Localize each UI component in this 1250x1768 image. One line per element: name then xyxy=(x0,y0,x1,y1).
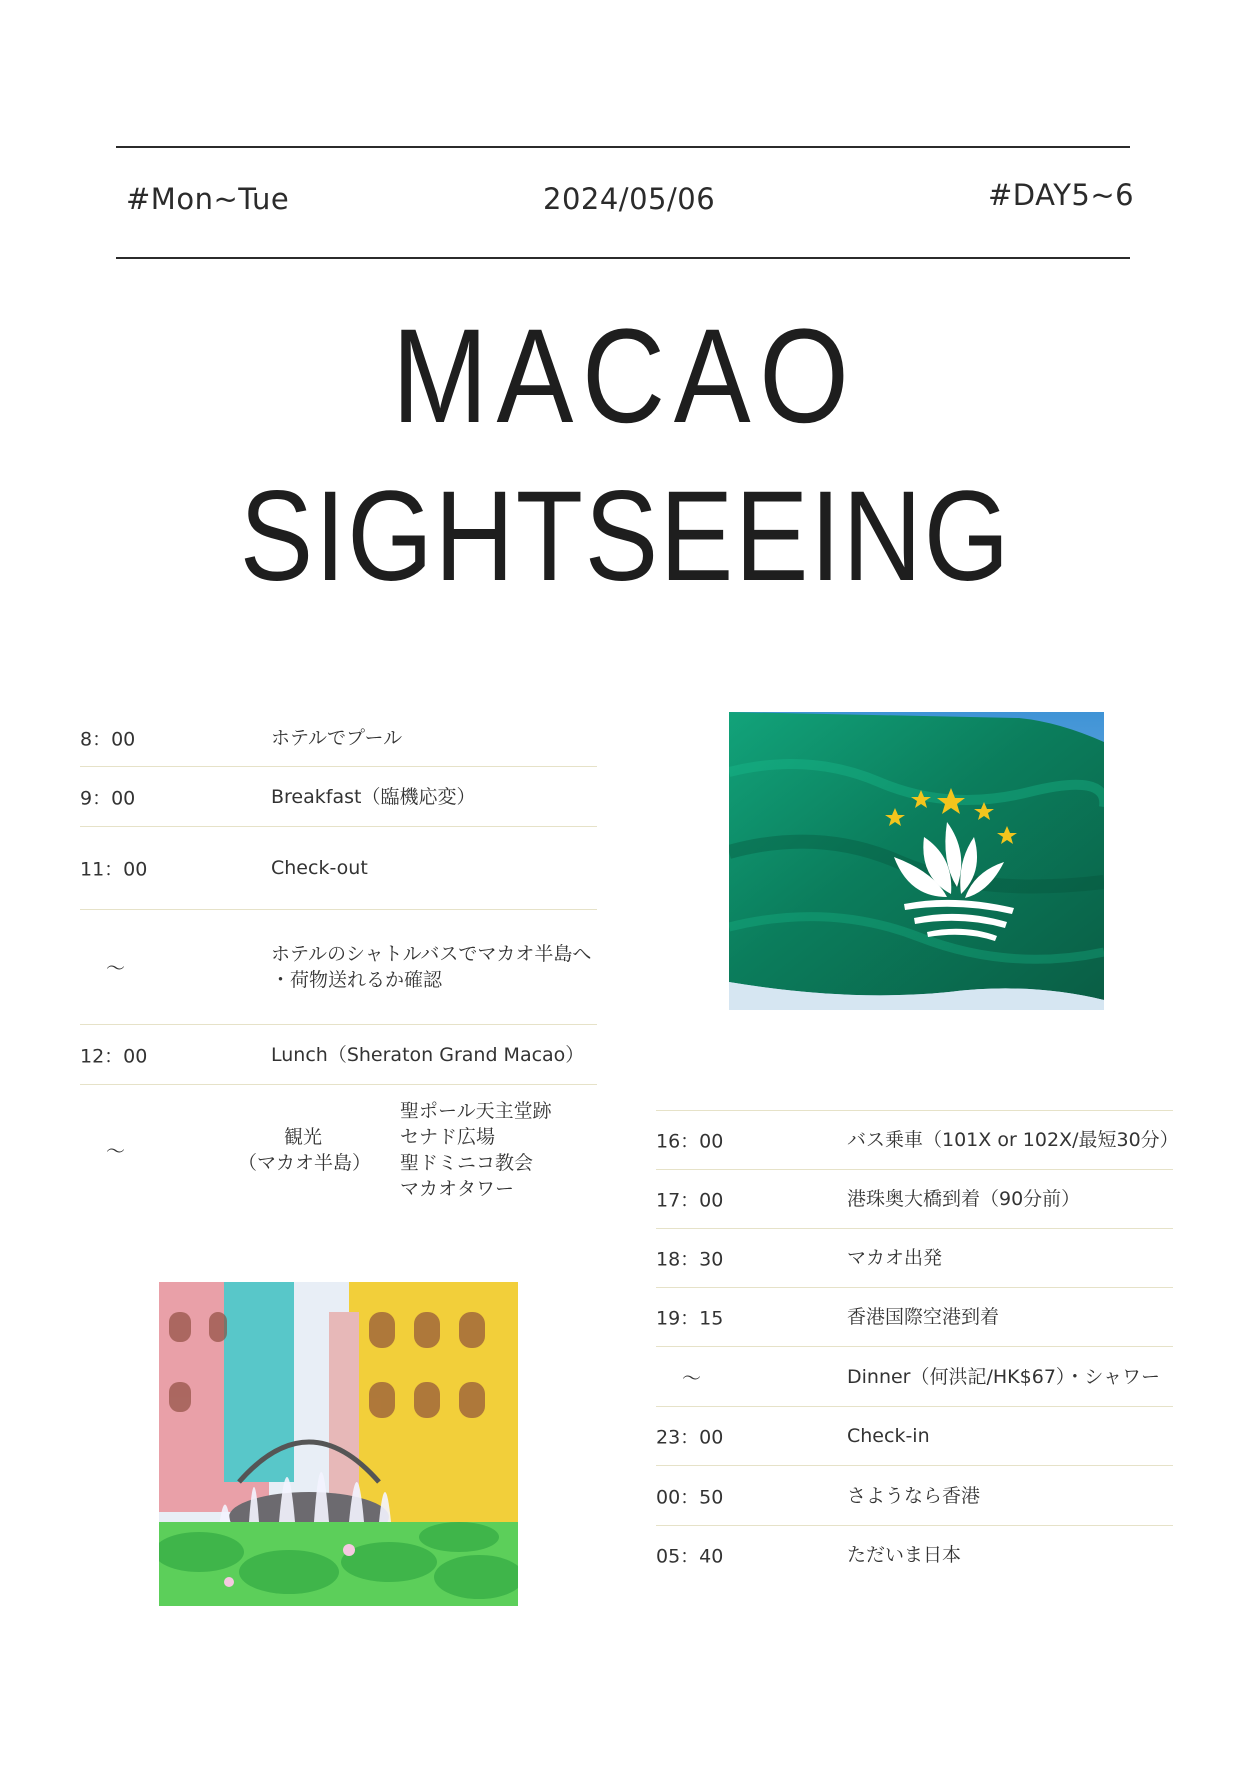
schedule-desc: マカオ出発 xyxy=(847,1247,943,1269)
senado-square-photo xyxy=(159,1282,518,1606)
place-item: 聖ポール天主堂跡 xyxy=(400,1100,552,1122)
macao-flag-image xyxy=(729,712,1104,1010)
header-top-rule xyxy=(116,146,1130,148)
schedule-row xyxy=(80,767,597,827)
schedule-time: 12：00 xyxy=(80,1045,148,1067)
schedule-time: 16：00 xyxy=(656,1130,724,1153)
schedule-desc: 港珠奥大橋到着（90分前） xyxy=(847,1188,1081,1210)
schedule-desc: さようなら香港 xyxy=(847,1484,981,1507)
schedule-desc: ホテルのシャトルバスでマカオ半島へ xyxy=(271,943,592,965)
schedule-desc: Check-out xyxy=(271,857,368,879)
schedule-row xyxy=(656,1347,1173,1407)
sightseeing-row xyxy=(80,1085,597,1215)
schedule-row xyxy=(80,827,597,910)
schedule-row xyxy=(656,1111,1179,1170)
schedule-time: ～ xyxy=(682,1367,702,1389)
schedule-row xyxy=(656,1229,1173,1288)
schedule-row xyxy=(80,710,597,767)
schedule-desc: ホテルでプール xyxy=(271,727,403,749)
schedule-desc: Breakfast（臨機応変） xyxy=(271,785,476,808)
schedule-time: 00：50 xyxy=(656,1486,724,1508)
schedule-row xyxy=(656,1407,1173,1466)
schedule-time: 11：00 xyxy=(80,858,148,881)
place-item: マカオタワー xyxy=(400,1178,515,1200)
schedule-time: 05：40 xyxy=(656,1545,724,1568)
schedule-row xyxy=(656,1170,1173,1229)
schedule-desc: ただいま日本 xyxy=(847,1544,962,1566)
schedule-desc: Check-in xyxy=(847,1425,930,1447)
schedule-desc-note: ・荷物送れるか確認 xyxy=(271,969,443,991)
schedule-desc: Dinner（何洪記/HK$67）・シャワー xyxy=(847,1365,1161,1388)
sightseeing-places xyxy=(400,1098,552,1202)
schedule-time: 8：00 xyxy=(80,728,136,751)
title-line-2 xyxy=(0,463,1250,610)
place-item: 聖ドミニコ教会 xyxy=(400,1152,534,1174)
sightseeing-label-2: （マカオ半島） xyxy=(238,1152,372,1174)
sightseeing-label xyxy=(238,1124,372,1176)
schedule-time: ～ xyxy=(106,1140,126,1163)
header-date: 2024/05/06 xyxy=(543,182,716,216)
schedule-time: ～ xyxy=(106,957,126,980)
header-days: #Mon~Tue xyxy=(126,182,290,216)
schedule-desc-block xyxy=(271,941,591,993)
schedule-row xyxy=(80,1025,597,1085)
header-day-tag: #DAY5~6 xyxy=(988,178,1135,212)
schedule-desc: 香港国際空港到着 xyxy=(847,1306,1000,1328)
schedule-time: 18：30 xyxy=(656,1248,724,1271)
right-schedule xyxy=(656,1110,1179,1584)
schedule-row xyxy=(656,1288,1173,1347)
header-bottom-rule xyxy=(116,257,1130,259)
place-item: セナド広場 xyxy=(400,1126,496,1148)
sightseeing-label-1: 観光 xyxy=(283,1126,322,1148)
schedule-desc: Lunch（Sheraton Grand Macao） xyxy=(271,1043,585,1066)
schedule-row xyxy=(656,1466,1173,1526)
left-schedule xyxy=(80,710,597,1215)
schedule-time: 23：00 xyxy=(656,1426,724,1449)
schedule-desc: バス乗車（101X or 102X/最短30分） xyxy=(847,1129,1179,1151)
title-line-2-text: SIGHTSEEING xyxy=(239,465,1011,608)
title-line-1-text: MACAO xyxy=(392,302,858,451)
schedule-time: 17：00 xyxy=(656,1189,724,1212)
schedule-time: 19：15 xyxy=(656,1307,724,1330)
schedule-time: 9：00 xyxy=(80,787,136,809)
schedule-row xyxy=(656,1526,1173,1584)
schedule-row xyxy=(80,910,597,1025)
title-line-1 xyxy=(0,300,1250,453)
